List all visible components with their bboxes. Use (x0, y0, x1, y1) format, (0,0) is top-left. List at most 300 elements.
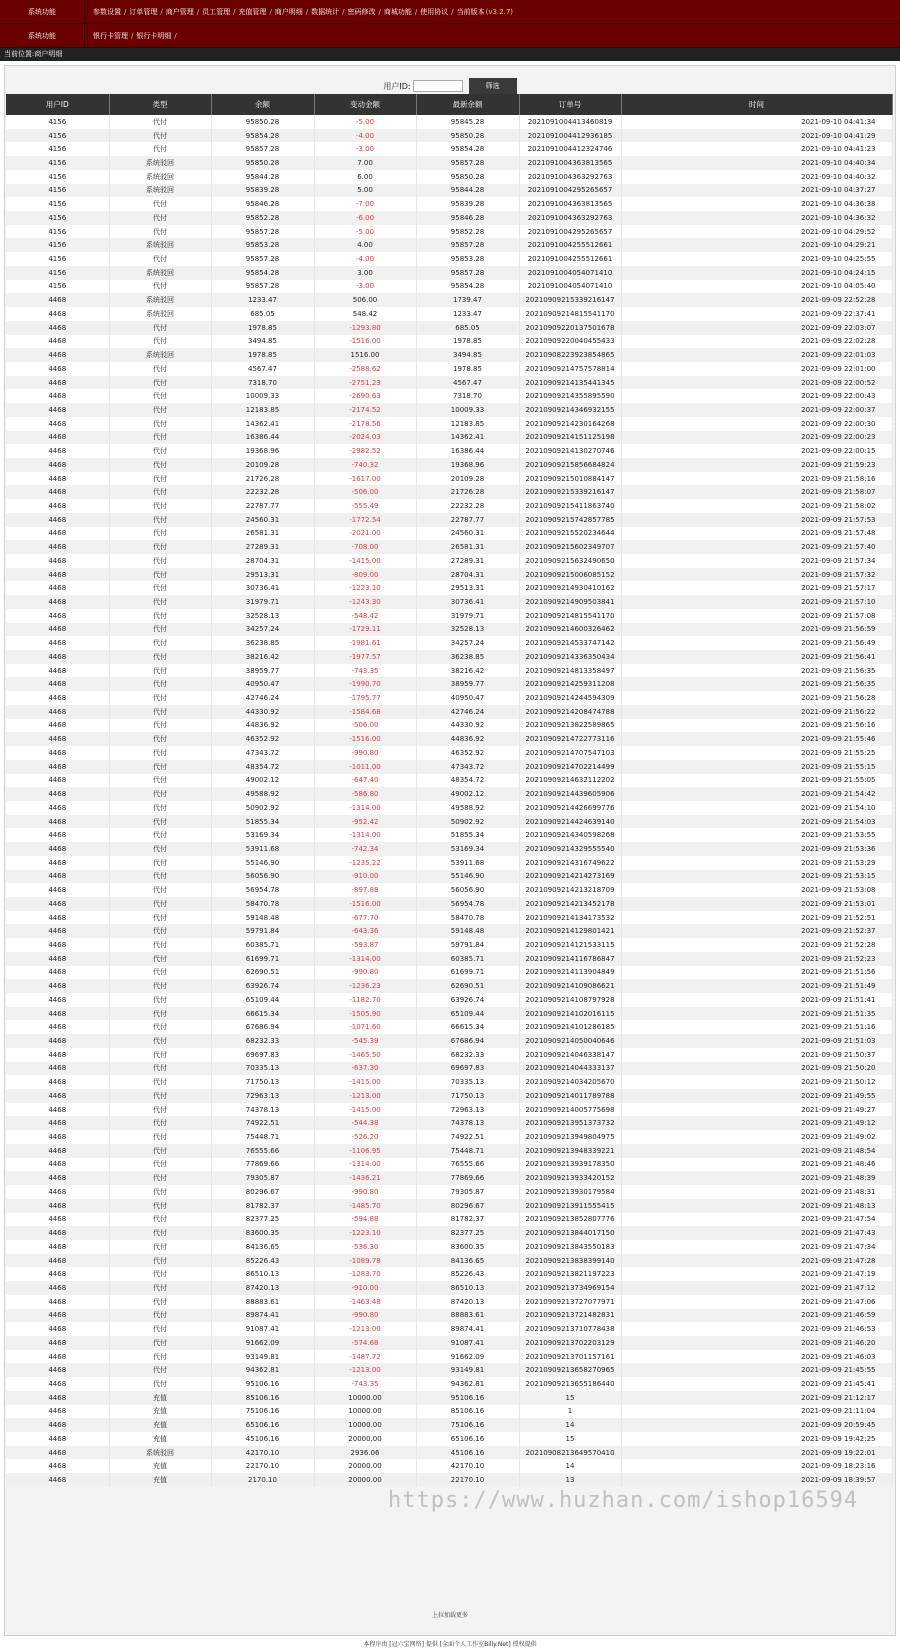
table-cell: -1463.48 (314, 1295, 416, 1309)
table-cell: 代付 (109, 691, 211, 705)
table-cell: 67686.94 (211, 1020, 314, 1034)
table-cell: 20210909213658270965 (519, 1363, 621, 1377)
main-panel (4, 65, 896, 1636)
table-cell: 4468 (6, 1473, 109, 1487)
table-cell: 代付 (109, 252, 211, 266)
table-cell: 60385.71 (416, 952, 519, 966)
table-cell: 59791.84 (211, 924, 314, 938)
table-cell: 40950.47 (416, 691, 519, 705)
table-cell: -1729.11 (314, 623, 416, 637)
table-row (6, 979, 892, 993)
table-row (6, 911, 892, 925)
table-cell: 91087.41 (211, 1322, 314, 1336)
table-row (6, 774, 892, 788)
table-row (6, 1226, 892, 1240)
table-cell: 2021-09-09 22:02:28 (621, 335, 892, 349)
table-cell: 20210909215339216147 (519, 293, 621, 307)
table-cell: 2021-09-09 18:39:57 (621, 1473, 892, 1487)
load-more-link[interactable]: 上拉加载更多 (431, 1612, 468, 1619)
table-cell: 4468 (6, 1363, 109, 1377)
table-row (6, 170, 892, 184)
table-cell: 4468 (6, 1089, 109, 1103)
table-cell: 4468 (6, 1020, 109, 1034)
table-cell: 45106.16 (416, 1446, 519, 1460)
table-cell: 95846.28 (416, 211, 519, 225)
table-cell: 53169.34 (211, 828, 314, 842)
table-cell: 20210909214757578814 (519, 362, 621, 376)
table-cell: -743.35 (314, 664, 416, 678)
nav-link[interactable]: 密码修改 (347, 7, 376, 16)
table-cell: 代付 (109, 828, 211, 842)
table-cell: 48354.72 (211, 760, 314, 774)
table-cell: 2021-09-10 04:40:34 (621, 156, 892, 170)
table-cell: -555.49 (314, 499, 416, 513)
table-cell: 20210909214424639140 (519, 815, 621, 829)
table-cell: 代付 (109, 335, 211, 349)
table-cell: 31979.71 (211, 595, 314, 609)
table-cell: 95850.28 (211, 115, 314, 129)
table-cell: -1516.00 (314, 897, 416, 911)
table-cell: 代付 (109, 568, 211, 582)
table-row (6, 842, 892, 856)
table-cell: 5.00 (314, 184, 416, 198)
table-cell: 2021-09-09 21:45:55 (621, 1363, 892, 1377)
table-cell: 代付 (109, 746, 211, 760)
column-header: 类型 (109, 94, 211, 115)
table-cell: 系统驳回 (109, 1446, 211, 1460)
table-cell: 2936.06 (314, 1446, 416, 1460)
table-cell: 20210908213649570410 (519, 1446, 621, 1460)
nav-separator: / (378, 7, 381, 16)
table-cell: 95857.28 (416, 266, 519, 280)
table-cell: -1213.00 (314, 1322, 416, 1336)
table-cell: 代付 (109, 389, 211, 403)
table-cell: 2021-09-09 22:03:07 (621, 321, 892, 335)
table-cell: 29513.31 (211, 568, 314, 582)
table-cell: 20000.00 (314, 1459, 416, 1473)
nav-link[interactable]: 当前版本 (456, 7, 485, 16)
table-cell: 685.05 (211, 307, 314, 321)
table-cell: 20210909214346932155 (519, 403, 621, 417)
table-row (6, 321, 892, 335)
table-cell: 系统驳回 (109, 293, 211, 307)
table-cell: 26581.31 (211, 527, 314, 541)
table-row (6, 444, 892, 458)
table-cell: 20210909214129801421 (519, 924, 621, 938)
table-row (6, 1048, 892, 1062)
table-cell: -1584.68 (314, 705, 416, 719)
table-cell: 4468 (6, 389, 109, 403)
table-cell: 2021-09-09 21:57:48 (621, 527, 892, 541)
table-cell: 2021091004054071410 (519, 280, 621, 294)
table-cell: 1233.47 (416, 307, 519, 321)
table-row (6, 1377, 892, 1391)
table-cell: 13 (519, 1473, 621, 1487)
table-cell: 95854.28 (211, 266, 314, 280)
table-row (6, 938, 892, 952)
nav-link[interactable]: 订单管理 (129, 7, 158, 16)
table-cell: 4468 (6, 1418, 109, 1432)
table-cell: 4468 (6, 1116, 109, 1130)
table-cell: 20210909213838399140 (519, 1254, 621, 1268)
nav-link[interactable]: 充值管理 (238, 7, 267, 16)
table-cell: 系统驳回 (109, 266, 211, 280)
table-cell: 4468 (6, 554, 109, 568)
table-cell: 7318.70 (416, 389, 519, 403)
table-cell: 20210909215010884147 (519, 472, 621, 486)
table-cell: 548.42 (314, 307, 416, 321)
table-cell: 充值 (109, 1459, 211, 1473)
table-cell: 4468 (6, 897, 109, 911)
table-cell: 代付 (109, 458, 211, 472)
table-cell: 代付 (109, 403, 211, 417)
table-cell: 67686.94 (416, 1034, 519, 1048)
table-cell: 2021-09-09 21:49:02 (621, 1130, 892, 1144)
table-cell: 4156 (6, 211, 109, 225)
table-row (6, 376, 892, 390)
table-cell: 87420.13 (416, 1295, 519, 1309)
table-cell: 42170.10 (211, 1446, 314, 1460)
nav-links (85, 0, 513, 23)
table-cell: 2021-09-09 21:58:07 (621, 485, 892, 499)
table-cell: 44330.92 (211, 705, 314, 719)
table-cell: 20210909214044333137 (519, 1062, 621, 1076)
table-cell: 2021-09-09 21:46:59 (621, 1309, 892, 1323)
column-header: 最新余额 (416, 94, 519, 115)
table-cell: 81782.37 (416, 1213, 519, 1227)
table-cell: 89874.41 (416, 1322, 519, 1336)
table-cell: -677.70 (314, 911, 416, 925)
table-cell: 3.00 (314, 266, 416, 280)
table-row (6, 760, 892, 774)
table-cell: 代付 (109, 911, 211, 925)
table-cell: -1981.61 (314, 636, 416, 650)
table-cell: -1243.30 (314, 595, 416, 609)
filter-button[interactable]: 筛选 (469, 78, 517, 94)
table-cell: 代付 (109, 1062, 211, 1076)
table-cell: 61699.71 (211, 952, 314, 966)
table-cell: 2021-09-09 22:00:43 (621, 389, 892, 403)
table-row (6, 1336, 892, 1350)
table-row (6, 1281, 892, 1295)
table-cell: 代付 (109, 225, 211, 239)
table-cell: 20210909213852807776 (519, 1213, 621, 1227)
table-cell: 95853.28 (211, 238, 314, 252)
table-cell: 代付 (109, 1089, 211, 1103)
nav-separator: / (342, 7, 345, 16)
table-cell: 20210909213951373732 (519, 1116, 621, 1130)
table-cell: 4468 (6, 444, 109, 458)
table-cell: 2021-09-09 21:54:42 (621, 787, 892, 801)
table-cell: 62690.51 (211, 966, 314, 980)
table-cell: 20210909214108797928 (519, 993, 621, 1007)
table-cell: 24560.31 (211, 513, 314, 527)
table-cell: 14 (519, 1459, 621, 1473)
table-cell: 20210909214101286185 (519, 1020, 621, 1034)
table-row (6, 801, 892, 815)
table-cell: 20210909214046338147 (519, 1048, 621, 1062)
table-cell: 24560.31 (416, 527, 519, 541)
table-cell: 代付 (109, 211, 211, 225)
table-cell: 2021-09-09 21:57:34 (621, 554, 892, 568)
table-cell: 21726.28 (416, 485, 519, 499)
table-row (6, 1363, 892, 1377)
table-cell: 4156 (6, 115, 109, 129)
table-cell: -1283.70 (314, 1267, 416, 1281)
table-cell: 20210909214909503841 (519, 595, 621, 609)
nav-link[interactable]: 商城功能 (383, 7, 412, 16)
table-cell: 2021-09-09 21:47:43 (621, 1226, 892, 1240)
table-cell: 2021-09-10 04:24:15 (621, 266, 892, 280)
table-cell: 4468 (6, 938, 109, 952)
nav-link[interactable]: 银行卡明细 (136, 31, 172, 40)
user-id-input[interactable] (413, 80, 463, 92)
table-cell: 38216.42 (416, 664, 519, 678)
table-cell: 4468 (6, 979, 109, 993)
table-cell: -1071.60 (314, 1020, 416, 1034)
table-cell: 2021-09-09 21:57:53 (621, 513, 892, 527)
table-cell: 58470.78 (416, 911, 519, 925)
table-cell: 30736.41 (416, 595, 519, 609)
table-cell: 代付 (109, 417, 211, 431)
table-cell: 2021-09-09 22:37:41 (621, 307, 892, 321)
table-cell: 20210909214813358497 (519, 664, 621, 678)
table-cell: 充值 (109, 1405, 211, 1419)
table-cell: 系统驳回 (109, 184, 211, 198)
table-cell: 4468 (6, 1075, 109, 1089)
table-cell: 89874.41 (211, 1309, 314, 1323)
table-cell: 88883.61 (416, 1309, 519, 1323)
table-cell: 20210909213702203129 (519, 1336, 621, 1350)
table-cell: 4156 (6, 252, 109, 266)
table-row (6, 403, 892, 417)
nav-link[interactable]: 员工管理 (202, 7, 231, 16)
table-cell: 2021-09-09 21:48:39 (621, 1171, 892, 1185)
table-cell: 95854.28 (416, 142, 519, 156)
table-cell: 4468 (6, 1254, 109, 1268)
table-cell: 66615.34 (211, 1007, 314, 1021)
table-cell: 20210909215520234644 (519, 527, 621, 541)
table-cell: 46352.92 (211, 732, 314, 746)
table-cell: 95845.28 (416, 115, 519, 129)
table-cell: 代付 (109, 897, 211, 911)
table-cell: 20210909215742857785 (519, 513, 621, 527)
table-row (6, 1267, 892, 1281)
table-cell: 4468 (6, 774, 109, 788)
table-cell: 75106.16 (416, 1418, 519, 1432)
table-cell: 2021-09-09 21:53:55 (621, 828, 892, 842)
table-cell: -526.20 (314, 1130, 416, 1144)
table-cell: 2021091004295265657 (519, 184, 621, 198)
nav-section-label: 系统功能 (0, 0, 85, 23)
table-cell: 4.00 (314, 238, 416, 252)
table-cell: 2021-09-09 21:49:55 (621, 1089, 892, 1103)
table-cell: 2021-09-09 21:56:41 (621, 650, 892, 664)
table-cell: 2021091004363292763 (519, 211, 621, 225)
table-cell: 2021-09-09 21:52:37 (621, 924, 892, 938)
table-cell: 4468 (6, 431, 109, 445)
table-cell: 系统驳回 (109, 238, 211, 252)
table-cell: 4468 (6, 993, 109, 1007)
table-cell: 20210909214439605906 (519, 787, 621, 801)
table-cell: 4468 (6, 1336, 109, 1350)
table-cell: 95857.28 (211, 142, 314, 156)
table-cell: -594.88 (314, 1213, 416, 1227)
table-cell: 2021-09-09 22:00:30 (621, 417, 892, 431)
table-cell: 20210909215856684824 (519, 458, 621, 472)
table-cell: 代付 (109, 650, 211, 664)
nav-link[interactable]: 使用协议 (420, 7, 449, 16)
table-cell: 83600.35 (416, 1240, 519, 1254)
table-cell: -574.68 (314, 1336, 416, 1350)
table-cell: 20210909215411863740 (519, 499, 621, 513)
table-cell: 91087.41 (416, 1336, 519, 1350)
table-cell: 2021-09-10 04:37:27 (621, 184, 892, 198)
table-cell: 95839.28 (416, 197, 519, 211)
nav-link[interactable]: 数据统计 (311, 7, 340, 16)
table-row (6, 1446, 892, 1460)
table-cell: 2021091004412324746 (519, 142, 621, 156)
table-cell: -1415.00 (314, 554, 416, 568)
table-cell: 代付 (109, 595, 211, 609)
table-cell: 代付 (109, 842, 211, 856)
table-cell: 代付 (109, 115, 211, 129)
nav-link[interactable]: 商户明细 (274, 7, 303, 16)
table-cell: 代付 (109, 1350, 211, 1364)
table-cell: 4468 (6, 1350, 109, 1364)
table-cell: 4468 (6, 623, 109, 637)
table-row (6, 1130, 892, 1144)
column-header: 余额 (211, 94, 314, 115)
table-cell: 56056.90 (211, 870, 314, 884)
table-cell: 4468 (6, 362, 109, 376)
table-cell: 79305.87 (416, 1185, 519, 1199)
table-cell: 2021-09-09 22:01:03 (621, 348, 892, 362)
table-cell: 95850.28 (416, 170, 519, 184)
nav-row-2 (0, 24, 900, 48)
table-cell: 4468 (6, 677, 109, 691)
table-cell: 充值 (109, 1432, 211, 1446)
table-cell: 20210909213721482831 (519, 1309, 621, 1323)
table-cell: 代付 (109, 485, 211, 499)
table-cell: 4468 (6, 293, 109, 307)
nav-link[interactable]: 参数设置 (93, 7, 121, 16)
table-cell: 76555.66 (416, 1158, 519, 1172)
table-cell: 2021-09-09 21:50:12 (621, 1075, 892, 1089)
table-cell: 2021-09-09 22:00:15 (621, 444, 892, 458)
table-row (6, 1240, 892, 1254)
nav-link[interactable]: 银行卡管理 (93, 31, 128, 40)
table-cell: 代付 (109, 1020, 211, 1034)
table-cell: 代付 (109, 856, 211, 870)
table-cell: 20210909214340598268 (519, 828, 621, 842)
table-cell: 75448.71 (211, 1130, 314, 1144)
table-cell: 4156 (6, 225, 109, 239)
table-cell: 81782.37 (211, 1199, 314, 1213)
table-cell: 95106.16 (211, 1377, 314, 1391)
table-cell: 4468 (6, 1405, 109, 1419)
table-cell: 2021-09-09 21:59:23 (621, 458, 892, 472)
table-cell: 代付 (109, 623, 211, 637)
table-cell: 95852.28 (416, 225, 519, 239)
table-row (6, 1254, 892, 1268)
table-cell: 95857.28 (211, 280, 314, 294)
table-cell: 58470.78 (211, 897, 314, 911)
table-row (6, 966, 892, 980)
table-row (6, 1199, 892, 1213)
table-cell: 22232.28 (211, 485, 314, 499)
table-cell: 20210909214050040646 (519, 1034, 621, 1048)
table-cell: 代付 (109, 636, 211, 650)
table-cell: 20210909213822589865 (519, 719, 621, 733)
table-cell: 685.05 (416, 321, 519, 335)
table-cell: -990.80 (314, 1309, 416, 1323)
table-cell: 2021-09-09 21:54:10 (621, 801, 892, 815)
table-cell: -990.80 (314, 966, 416, 980)
table-cell: 4156 (6, 238, 109, 252)
table-cell: 4468 (6, 527, 109, 541)
detail-table (6, 94, 893, 1487)
table-row (6, 883, 892, 897)
table-cell: 4468 (6, 760, 109, 774)
table-row (6, 1391, 892, 1405)
table-cell: 4468 (6, 1185, 109, 1199)
table-row (6, 1185, 892, 1199)
table-cell: -1772.54 (314, 513, 416, 527)
table-cell: 95857.28 (211, 225, 314, 239)
table-cell: 7318.70 (211, 376, 314, 390)
table-cell: 10009.33 (416, 403, 519, 417)
table-cell: 2021091004295265657 (519, 225, 621, 239)
table-cell: 68232.33 (416, 1048, 519, 1062)
table-cell: 38959.77 (416, 677, 519, 691)
table-cell: 20000.00 (314, 1473, 416, 1487)
table-row (6, 677, 892, 691)
table-row (6, 307, 892, 321)
table-cell: 20210909213655186440 (519, 1377, 621, 1391)
table-cell: 2021-09-09 21:54:03 (621, 815, 892, 829)
nav-separator: / (451, 7, 454, 16)
table-cell: 4468 (6, 1158, 109, 1172)
table-cell: 代付 (109, 1213, 211, 1227)
nav-separator: / (233, 7, 236, 16)
table-cell: 代付 (109, 815, 211, 829)
table-cell: 94362.81 (211, 1363, 314, 1377)
table-cell: 4468 (6, 458, 109, 472)
table-cell: 20210909214121533115 (519, 938, 621, 952)
table-cell: 20000.00 (314, 1432, 416, 1446)
table-cell: 38959.77 (211, 664, 314, 678)
table-cell: 87420.13 (211, 1281, 314, 1295)
table-cell: 42170.10 (416, 1459, 519, 1473)
table-cell: 代付 (109, 801, 211, 815)
table-cell: 代付 (109, 1281, 211, 1295)
table-cell: 代付 (109, 1034, 211, 1048)
table-cell: 48354.72 (416, 774, 519, 788)
table-cell: 2021-09-09 21:53:29 (621, 856, 892, 870)
table-cell: -506.00 (314, 485, 416, 499)
table-cell: -743.35 (314, 1377, 416, 1391)
table-cell: 4468 (6, 485, 109, 499)
table-cell: 2021-09-09 22:01:00 (621, 362, 892, 376)
table-cell: 20210909213710778438 (519, 1322, 621, 1336)
table-cell: 85226.43 (416, 1267, 519, 1281)
table-cell: 20210909214213218709 (519, 883, 621, 897)
table-cell: 20210909214135441345 (519, 376, 621, 390)
table-cell: 2021-09-09 21:56:49 (621, 636, 892, 650)
nav-link[interactable]: 商户管理 (165, 7, 194, 16)
table-cell: 2021-09-09 21:47:12 (621, 1281, 892, 1295)
